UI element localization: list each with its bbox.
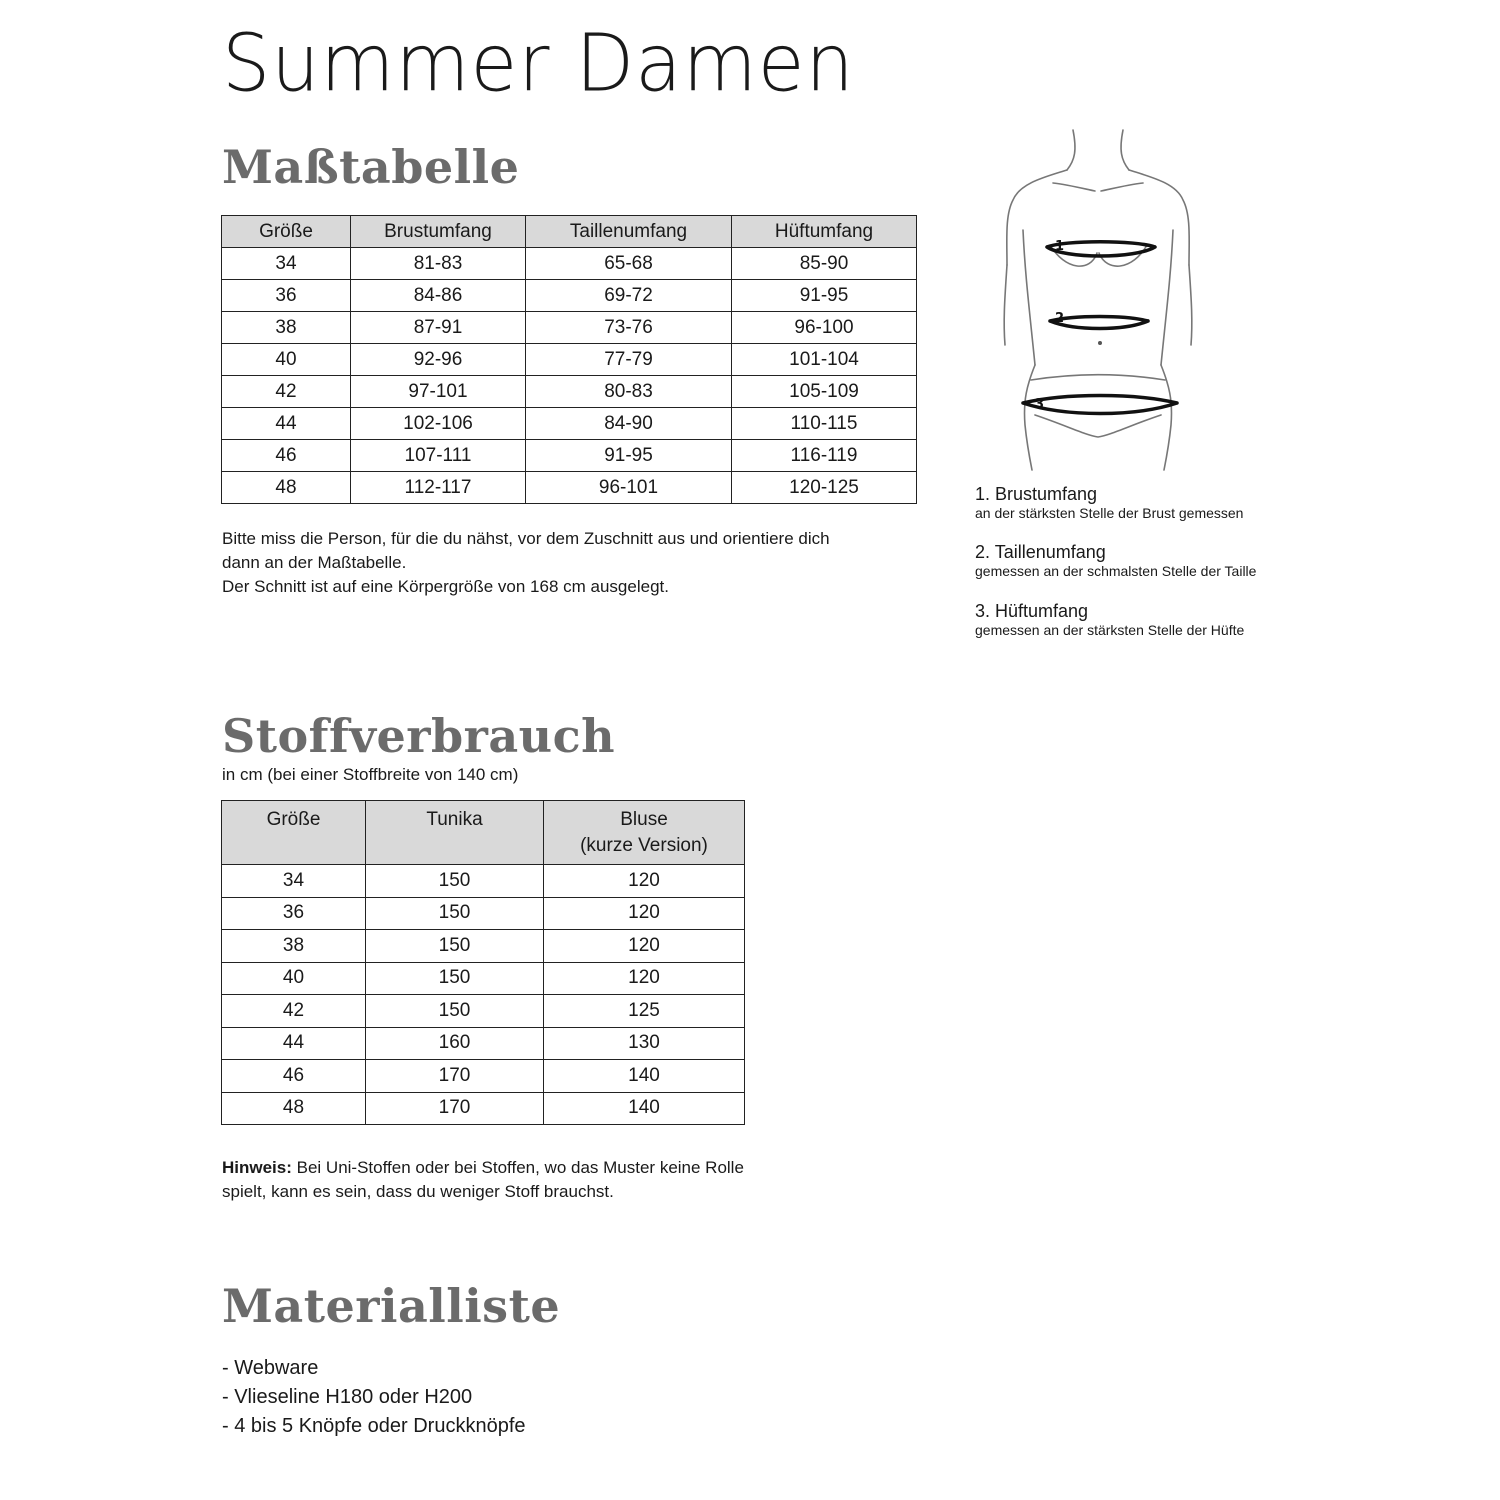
legend-item-waist — [975, 542, 1256, 601]
table-cell: 46 — [222, 440, 351, 472]
table-cell: 160 — [366, 1027, 544, 1060]
fabric-hint — [222, 1156, 744, 1204]
legend-title: 2. Taillenumfang — [975, 542, 1106, 562]
fabric-col-bluse: Bluse (kurze Version) — [544, 801, 745, 865]
legend-desc: gemessen an der schmalsten Stelle der Taille — [975, 563, 1257, 579]
measure-col-hip: Hüftumfang — [732, 216, 917, 248]
navel-dot — [1098, 341, 1102, 345]
table-cell: 96-100 — [732, 312, 917, 344]
fabric-subtitle: in cm (bei einer Stoffbreite von 140 cm) — [222, 765, 519, 784]
body-measurement-figure — [995, 125, 1205, 475]
table-cell: 77-79 — [526, 344, 732, 376]
fabric-table-row — [222, 995, 745, 1028]
table-cell: 91-95 — [526, 440, 732, 472]
table-cell: 69-72 — [526, 280, 732, 312]
table-cell: 42 — [222, 376, 351, 408]
measure-note-line: Bitte miss die Person, für die du nähst, vor dem Zuschnitt aus und orientiere dich — [222, 529, 830, 548]
measure-note-line: Der Schnitt ist auf eine Körpergröße von 168 cm ausgelegt. — [222, 577, 669, 596]
table-cell: 38 — [222, 930, 366, 963]
material-item: - 4 bis 5 Knöpfe oder Druckknöpfe — [222, 1415, 526, 1437]
table-cell: 91-95 — [732, 280, 917, 312]
table-cell: 42 — [222, 995, 366, 1028]
measure-table-row — [222, 440, 917, 472]
fabric-table-row — [222, 930, 745, 963]
measure-table-row — [222, 408, 917, 440]
table-cell: 80-83 — [526, 376, 732, 408]
marker-1: 1 — [1055, 239, 1065, 254]
hip-band — [1023, 396, 1177, 414]
table-cell: 34 — [222, 865, 366, 898]
measure-col-size: Größe — [222, 216, 351, 248]
fabric-col-size: Größe — [222, 801, 366, 865]
legend-desc: an der stärksten Stelle der Brust gemessen — [975, 505, 1244, 521]
table-cell: 44 — [222, 408, 351, 440]
fabric-heading: Stoffverbrauch — [222, 709, 616, 763]
fabric-table-row — [222, 962, 745, 995]
figure-legend — [975, 484, 1256, 638]
fabric-table-row — [222, 1027, 745, 1060]
fabric-col-tunika: Tunika — [366, 801, 544, 865]
table-cell: 120 — [544, 930, 745, 963]
table-cell: 101-104 — [732, 344, 917, 376]
table-cell: 44 — [222, 1027, 366, 1060]
measure-table-row — [222, 248, 917, 280]
table-cell: 96-101 — [526, 472, 732, 504]
table-cell: 150 — [366, 865, 544, 898]
table-cell: 120 — [544, 962, 745, 995]
table-cell: 38 — [222, 312, 351, 344]
material-item: - Vlieseline H180 oder H200 — [222, 1386, 473, 1408]
table-cell: 150 — [366, 995, 544, 1028]
table-cell: 48 — [222, 472, 351, 504]
table-cell: 40 — [222, 344, 351, 376]
measure-table-row — [222, 344, 917, 376]
table-cell: 48 — [222, 1092, 366, 1125]
table-cell: 170 — [366, 1092, 544, 1125]
table-cell: 140 — [544, 1060, 745, 1093]
legend-item-hip — [975, 601, 1256, 638]
table-cell: 84-86 — [351, 280, 526, 312]
measure-heading: Maßtabelle — [222, 140, 520, 194]
table-cell: 81-83 — [351, 248, 526, 280]
table-cell: 87-91 — [351, 312, 526, 344]
hint-text: Bei Uni-Stoffen oder bei Stoffen, wo das Muster keine Rolle — [291, 1158, 744, 1177]
measure-col-bust: Brustumfang — [351, 216, 526, 248]
fabric-table — [221, 800, 745, 1125]
hint-text: spielt, kann es sein, dass du weniger Stoff brauchst. — [222, 1182, 614, 1201]
table-cell: 46 — [222, 1060, 366, 1093]
measure-table-row — [222, 472, 917, 504]
table-cell: 92-96 — [351, 344, 526, 376]
table-cell: 120-125 — [732, 472, 917, 504]
table-cell: 112-117 — [351, 472, 526, 504]
table-cell: 110-115 — [732, 408, 917, 440]
hint-label: Hinweis: — [222, 1158, 292, 1177]
table-cell: 130 — [544, 1027, 745, 1060]
table-cell: 120 — [544, 897, 745, 930]
table-cell: 107-111 — [351, 440, 526, 472]
table-cell: 120 — [544, 865, 745, 898]
measure-table-row — [222, 312, 917, 344]
fabric-table-row — [222, 865, 745, 898]
legend-desc: gemessen an der stärksten Stelle der Hüfte — [975, 622, 1245, 638]
legend-title: 3. Hüftumfang — [975, 601, 1089, 621]
table-cell: 97-101 — [351, 376, 526, 408]
table-cell: 73-76 — [526, 312, 732, 344]
fabric-table-row — [222, 1092, 745, 1125]
measure-header-row — [222, 216, 917, 248]
fabric-header-row — [222, 801, 745, 865]
measure-note-line: dann an der Maßtabelle. — [222, 553, 407, 572]
table-cell: 150 — [366, 897, 544, 930]
table-cell: 102-106 — [351, 408, 526, 440]
table-cell: 34 — [222, 248, 351, 280]
table-cell: 85-90 — [732, 248, 917, 280]
measure-table-row — [222, 376, 917, 408]
fabric-table-row — [222, 897, 745, 930]
fabric-table-row — [222, 1060, 745, 1093]
table-cell: 150 — [366, 962, 544, 995]
materials-heading: Materialliste — [222, 1279, 561, 1333]
marker-3: 3 — [1035, 397, 1045, 412]
material-item: - Webware — [222, 1357, 319, 1379]
measure-table-row — [222, 280, 917, 312]
legend-title: 1. Brustumfang — [975, 484, 1098, 504]
table-cell: 36 — [222, 280, 351, 312]
table-cell: 65-68 — [526, 248, 732, 280]
table-cell: 84-90 — [526, 408, 732, 440]
marker-2: 2 — [1055, 311, 1065, 326]
materials-list — [222, 1354, 526, 1441]
table-cell: 140 — [544, 1092, 745, 1125]
table-cell: 170 — [366, 1060, 544, 1093]
page-title: Summer Damen — [222, 16, 855, 110]
body-outline — [1004, 130, 1192, 470]
legend-item-bust — [975, 484, 1256, 542]
measure-col-waist: Taillenumfang — [526, 216, 732, 248]
table-cell: 36 — [222, 897, 366, 930]
table-cell: 116-119 — [732, 440, 917, 472]
measure-note — [222, 527, 830, 599]
waist-band — [1050, 317, 1148, 329]
measure-table — [221, 215, 917, 504]
table-cell: 150 — [366, 930, 544, 963]
table-cell: 105-109 — [732, 376, 917, 408]
table-cell: 40 — [222, 962, 366, 995]
table-cell: 125 — [544, 995, 745, 1028]
